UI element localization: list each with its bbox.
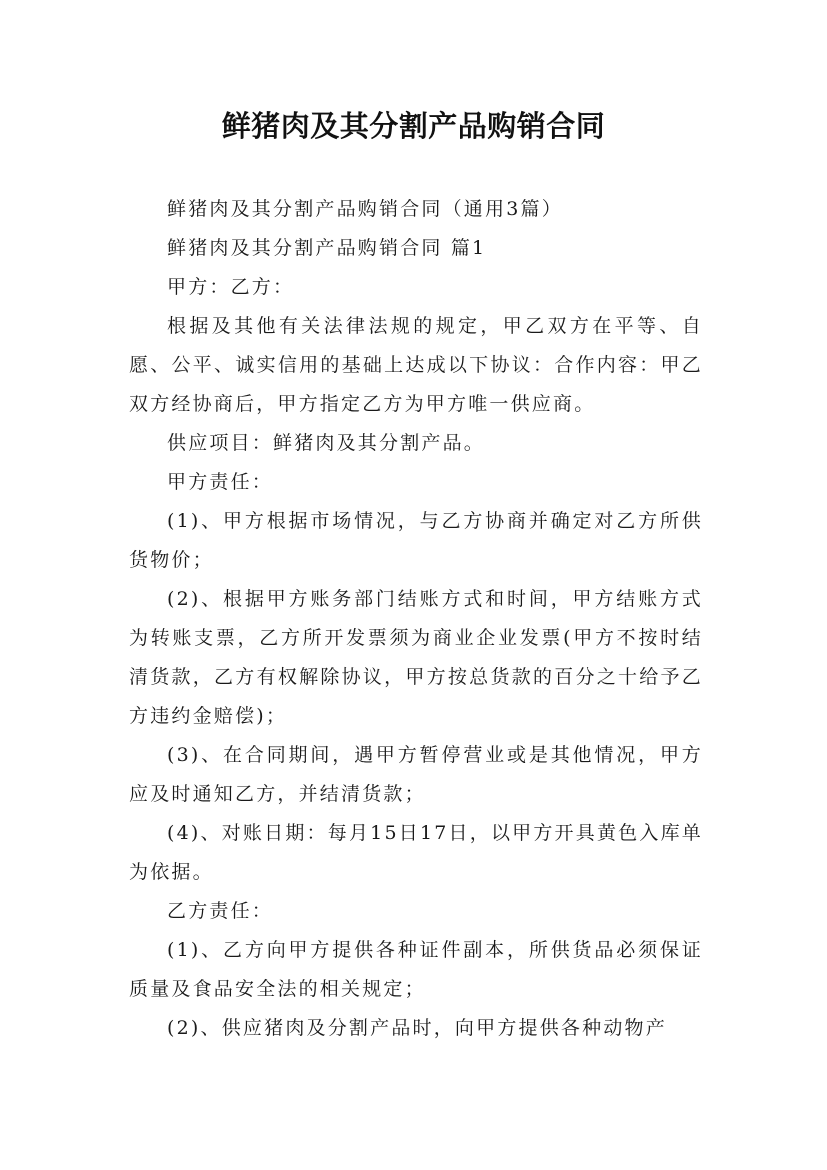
document-body xyxy=(129,190,703,1048)
paragraph-party-a-clause-3: (3)、在合同期间，遇甲方暂停营业或是其他情况，甲方应及时通知乙方，并结清货款； xyxy=(129,744,703,805)
document-title: 鲜猪肉及其分割产品购销合同 xyxy=(221,109,606,143)
paragraph-party-b-heading: 乙方责任： xyxy=(167,900,274,922)
paragraph-parties: 甲方：乙方： xyxy=(167,276,295,298)
paragraph-section-heading: 鲜猪肉及其分割产品购销合同 篇1 xyxy=(167,237,487,259)
paragraph-party-a-clause-1: (1)、甲方根据市场情况，与乙方协商并确定对乙方所供货物价； xyxy=(129,510,703,571)
paragraph-party-b-clause-2: (2)、供应猪肉及分割产品时，向甲方提供各种动物产 xyxy=(167,1017,667,1039)
paragraph-party-b-clause-1: (1)、乙方向甲方提供各种证件副本，所供货品必须保证质量及食品安全法的相关规定； xyxy=(129,939,703,1000)
paragraph-subtitle: 鲜猪肉及其分割产品购销合同（通用3篇） xyxy=(167,198,563,220)
paragraph-party-a-clause-4: (4)、对账日期：每月15日17日，以甲方开具黄色入库单为依据。 xyxy=(129,822,703,883)
paragraph-party-a-heading: 甲方责任： xyxy=(167,471,274,493)
paragraph-supply-item: 供应项目：鲜猪肉及其分割产品。 xyxy=(167,432,486,454)
paragraph-party-a-clause-2: (2)、根据甲方账务部门结账方式和时间，甲方结账方式为转账支票，乙方所开发票须为商业企业发票(甲方不按时结清货款，乙方有权解除协议，甲方按总货款的百分之十给予乙方违约金赔偿)； xyxy=(129,588,703,727)
paragraph-preamble: 根据及其他有关法律法规的规定，甲乙双方在平等、自愿、公平、诚实信用的基础上达成以下协议：合作内容：甲乙双方经协商后，甲方指定乙方为甲方唯一供应商。 xyxy=(129,315,703,415)
